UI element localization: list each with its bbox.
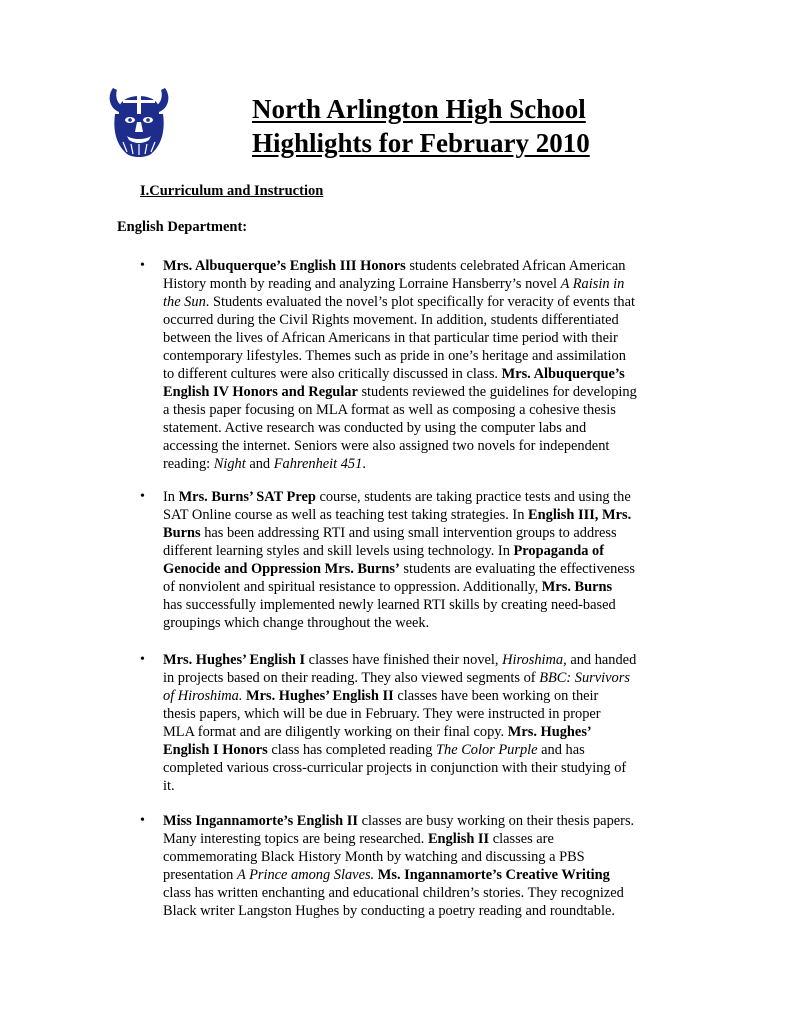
text-line bbox=[163, 275, 683, 293]
text-line bbox=[163, 759, 683, 777]
bold-run: Mrs. Albuquerque’s bbox=[501, 366, 625, 382]
page-title bbox=[252, 92, 590, 160]
text-run: groupings which change throughout the week. bbox=[163, 615, 430, 631]
text-line bbox=[163, 830, 683, 848]
italic-run: Fahrenheit 451 bbox=[273, 456, 363, 472]
department-heading: English Department: bbox=[117, 219, 248, 235]
title-line-1: North Arlington High School bbox=[252, 94, 586, 124]
text-line bbox=[163, 401, 683, 419]
text-run: In bbox=[163, 489, 179, 505]
italic-run: BBC: Survivors bbox=[539, 670, 630, 686]
bold-run: Mrs. Hughes’ English I bbox=[163, 652, 306, 668]
bold-run: Miss Ingannamorte’s English II bbox=[163, 813, 358, 829]
section-heading: I.Curriculum and Instruction bbox=[140, 183, 324, 199]
text-line bbox=[163, 651, 683, 669]
text-run: classes have been working on their bbox=[393, 688, 599, 704]
text-line bbox=[163, 383, 683, 401]
text-run: commemorating Black History Month by watching and discussing a PBS bbox=[163, 849, 585, 865]
bold-run: Ms. Ingannamorte’s Creative Writing bbox=[377, 867, 610, 883]
text-run: to different cultures were also critically discussed in class. bbox=[163, 366, 502, 382]
text-line bbox=[163, 687, 683, 705]
title-line-2: Highlights for February 2010 bbox=[252, 128, 590, 158]
text-run: a thesis paper focusing on MLA format as well as composing a cohesive thesis bbox=[163, 402, 616, 418]
bold-run: Genocide and Oppression Mrs. Burns’ bbox=[163, 561, 400, 577]
text-run: classes are bbox=[489, 831, 554, 847]
bold-run: Mrs. Burns bbox=[541, 579, 613, 595]
text-line bbox=[163, 578, 683, 596]
italic-run: the Sun bbox=[163, 294, 206, 310]
bullet-ingannamorte bbox=[163, 812, 683, 920]
text-line bbox=[163, 488, 683, 506]
italic-run: A Prince among Slaves. bbox=[236, 867, 375, 883]
text-line bbox=[163, 866, 683, 884]
text-line bbox=[163, 812, 683, 830]
text-line bbox=[163, 741, 683, 759]
text-line bbox=[163, 777, 683, 795]
text-run: MLA format and are diligently working on their final copy. bbox=[163, 724, 508, 740]
text-run: SAT Online course as well as teaching test taking strategies. In bbox=[163, 507, 529, 523]
text-run: students celebrated African American bbox=[405, 258, 626, 274]
text-line bbox=[163, 347, 683, 365]
text-line bbox=[163, 524, 683, 542]
bold-run: Mrs. Hughes’ English II bbox=[246, 688, 394, 704]
italic-run: The Color Purple bbox=[436, 742, 538, 758]
text-line bbox=[163, 329, 683, 347]
text-line bbox=[163, 596, 683, 614]
text-run: thesis papers, which will be due in February. They were instructed in proper bbox=[163, 706, 601, 722]
text-run: contemporary lifestyles. Themes such as pride in one’s heritage and assimilation bbox=[163, 348, 626, 364]
italic-run: Hiroshima, bbox=[502, 652, 567, 668]
text-run: different learning styles and skill levels using technology. In bbox=[163, 543, 514, 559]
text-line bbox=[163, 293, 683, 311]
text-run: in projects based on their reading. They also viewed segments of bbox=[163, 670, 540, 686]
text-run: accessing the internet. Seniors were also assigned two novels for independent bbox=[163, 438, 610, 454]
bold-run: English IV Honors and Regular bbox=[163, 384, 358, 400]
bold-run: Mrs. Albuquerque’s English III Honors bbox=[163, 258, 406, 274]
bold-run: Propaganda of bbox=[513, 543, 604, 559]
bold-run: English II bbox=[427, 831, 490, 847]
text-line bbox=[163, 723, 683, 741]
bullet-burns bbox=[163, 488, 683, 632]
bold-run: Mrs. Hughes’ bbox=[507, 724, 592, 740]
text-run: presentation bbox=[163, 867, 237, 883]
text-run: between the lives of African Americans in that particular time period with their bbox=[163, 330, 618, 346]
text-line bbox=[163, 419, 683, 437]
text-run: class has written enchanting and educational children’s stories. They recognized bbox=[163, 885, 624, 901]
text-line bbox=[163, 614, 683, 632]
bold-run: English I Honors bbox=[163, 742, 268, 758]
text-line bbox=[163, 365, 683, 383]
text-line bbox=[163, 848, 683, 866]
bullet-albuquerque bbox=[163, 257, 683, 473]
text-line bbox=[163, 311, 683, 329]
text-run: and bbox=[245, 456, 274, 472]
text-line bbox=[163, 437, 683, 455]
text-run: and has bbox=[537, 742, 585, 758]
text-run: classes are busy working on their thesis papers. bbox=[357, 813, 635, 829]
italic-run: A Raisin in bbox=[560, 276, 625, 292]
text-line bbox=[163, 705, 683, 723]
text-run: students reviewed the guidelines for developing bbox=[357, 384, 637, 400]
text-run: of nonviolent and spiritual resistance to oppression. Additionally, bbox=[163, 579, 542, 595]
italic-run: of Hiroshima. bbox=[163, 688, 243, 704]
text-line bbox=[163, 902, 683, 920]
text-run: completed various cross-curricular projects in conjunction with their studying of bbox=[163, 760, 627, 776]
text-run: classes have finished their novel, bbox=[305, 652, 503, 668]
viking-mascot-logo bbox=[103, 78, 175, 160]
text-run: has successfully implemented newly learned RTI skills by creating need-based bbox=[163, 597, 616, 613]
bold-run: Burns bbox=[163, 525, 201, 541]
text-line bbox=[163, 669, 683, 687]
text-run: occurred during the Civil Rights movement. In addition, students differentiated bbox=[163, 312, 619, 328]
text-run: has been addressing RTI and using small intervention groups to address bbox=[200, 525, 617, 541]
text-run: . Students evaluated the novel’s plot specifically for veracity of events that bbox=[205, 294, 635, 310]
text-line bbox=[163, 257, 683, 275]
italic-run: Night bbox=[213, 456, 246, 472]
text-line bbox=[163, 506, 683, 524]
bold-run: Mrs. Burns’ SAT Prep bbox=[178, 489, 316, 505]
text-line bbox=[163, 560, 683, 578]
text-run: course, students are taking practice tests and using the bbox=[315, 489, 631, 505]
text-run: it. bbox=[163, 778, 175, 794]
text-run: History month by reading and analyzing Lorraine Hansberry’s novel bbox=[163, 276, 561, 292]
text-run: . bbox=[362, 456, 366, 472]
bold-run: English III, Mrs. bbox=[528, 507, 632, 523]
text-run: and handed bbox=[566, 652, 637, 668]
text-run: statement. Active research was conducted by using the computer labs and bbox=[163, 420, 587, 436]
text-line bbox=[163, 455, 683, 473]
text-run: students are evaluating the effectiveness bbox=[399, 561, 635, 577]
text-line bbox=[163, 542, 683, 560]
text-run: Many interesting topics are being researched. bbox=[163, 831, 428, 847]
bullet-hughes bbox=[163, 651, 683, 795]
text-run: class has completed reading bbox=[267, 742, 437, 758]
text-line bbox=[163, 884, 683, 902]
text-run: reading: bbox=[163, 456, 214, 472]
text-run: Black writer Langston Hughes by conducting a poetry reading and roundtable. bbox=[163, 903, 615, 919]
